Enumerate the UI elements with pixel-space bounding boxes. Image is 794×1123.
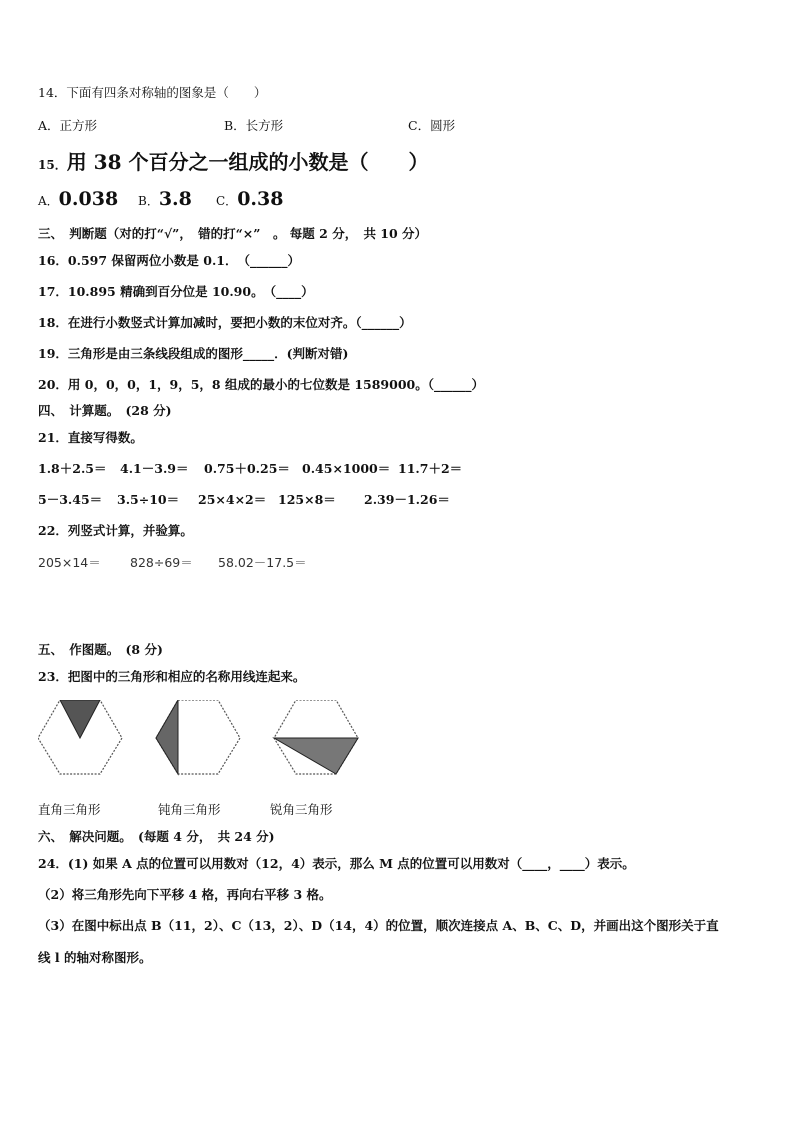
q15-option-c-label: C． (216, 194, 238, 208)
q15-option-b-value: 3.8 (158, 188, 192, 210)
q14-option-a: A．正方形 (38, 118, 98, 133)
q24-part-2: （2）将三角形先向下平移 4 格，再向右平移 3 格。 (38, 887, 332, 902)
q23-name: 直角三角形 (38, 802, 101, 817)
q21-item: 3.5÷10＝ (117, 492, 180, 507)
q15-option-c-value: 0.38 (237, 188, 284, 210)
q21-item: 25×4×2＝ (198, 492, 267, 507)
q14-text: 14．下面有四条对称轴的图象是（ ） (38, 85, 267, 100)
q21-item: 4.1－3.9＝ (120, 461, 189, 476)
q17-text: 17．10.895 精确到百分位是 10.90。 （____） (38, 284, 314, 299)
q15-option-a (38, 188, 118, 210)
q21-item: 125×8＝ (278, 492, 336, 507)
hexagon-1 (38, 700, 122, 774)
hexagon-3 (274, 700, 358, 774)
q14-option-b: B．长方形 (224, 118, 284, 133)
section-4-heading: 四、 计算题。 (28 分) (38, 403, 172, 418)
section-3-heading: 三、 判断题（对的打“√”， 错的打“×” 。 每题 2 分， 共 10 分） (38, 226, 428, 241)
q15-text: 用 38 个百分之一组成的小数是（ ） (66, 150, 429, 174)
q15-option-b-label: B． (138, 194, 159, 208)
q21-item: 0.45×1000＝ (302, 461, 391, 476)
q24-part-1: 24．(1) 如果 A 点的位置可以用数对（12，4）表示，那么 M 点的位置可以用数对（____，____）表示。 (38, 856, 635, 871)
q15-number: 15． (38, 158, 67, 172)
q15-option-a-value: 0.038 (58, 188, 119, 210)
q23-text: 23．把图中的三角形和相应的名称用线连起来。 (38, 669, 306, 684)
q21-text: 21．直接写得数。 (38, 430, 143, 445)
q22-item: 58.02－17.5＝ (218, 555, 307, 570)
q24-part-3-cont: 线 l 的轴对称图形。 (38, 950, 152, 965)
q16-text: 16．0.597 保留两位小数是 0.1． （______） (38, 253, 300, 268)
q18-text: 18．在进行小数竖式计算加减时，要把小数的末位对齐。（______） (38, 315, 412, 330)
q22-text: 22．列竖式计算，并验算。 (38, 523, 193, 538)
q15-option-c (216, 188, 283, 210)
q22-item: 205×14＝ (38, 555, 101, 570)
q21-item: 0.75＋0.25＝ (204, 461, 290, 476)
q21-item: 5－3.45＝ (38, 492, 103, 507)
section-6-heading: 六、 解决问题。 (每题 4 分， 共 24 分) (38, 829, 275, 844)
q15-line (38, 146, 428, 175)
q14-option-c: C．圆形 (408, 118, 456, 133)
q15-option-b (138, 188, 192, 210)
q22-item: 828÷69＝ (130, 555, 193, 570)
q23-name: 锐角三角形 (270, 802, 333, 817)
q23-name: 钝角三角形 (158, 802, 221, 817)
q21-item: 2.39－1.26＝ (364, 492, 450, 507)
q19-text: 19．三角形是由三条线段组成的图形_____．(判断对错) (38, 346, 349, 361)
q21-item: 1.8＋2.5＝ (38, 461, 107, 476)
section-5-heading: 五、 作图题。 (8 分) (38, 642, 163, 657)
q20-text: 20．用 0，0，0，1，9，5，8 组成的最小的七位数是 1589000。（______） (38, 377, 484, 392)
q21-item: 11.7＋2＝ (398, 461, 463, 476)
hexagon-2 (156, 700, 240, 774)
q15-option-a-label: A． (38, 194, 59, 208)
q24-part-3: （3）在图中标出点 B（11，2）、C（13，2）、D（14，4）的位置，顺次连接点 A、B、C、D，并画出这个图形关于直 (38, 918, 719, 933)
q23-hexagon-figures (38, 700, 398, 780)
